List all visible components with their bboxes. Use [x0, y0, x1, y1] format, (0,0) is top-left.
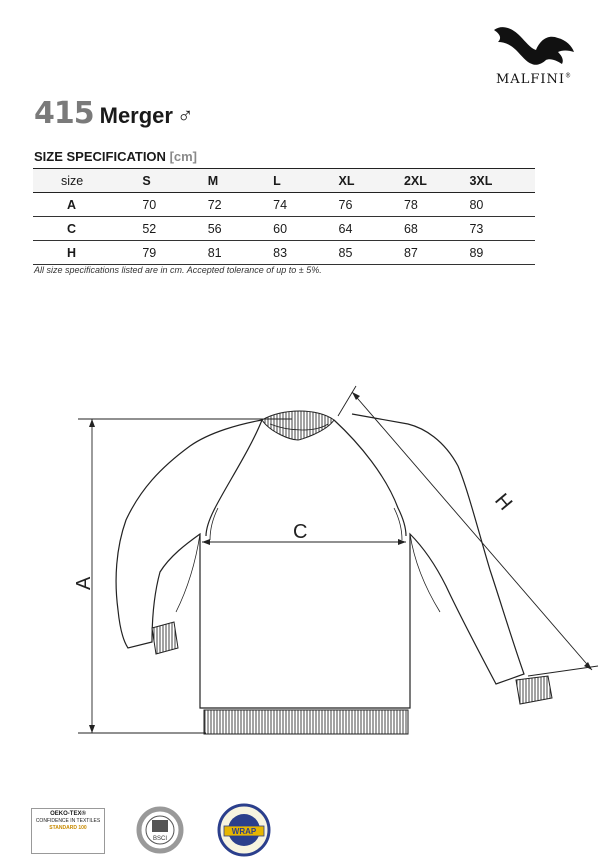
table-cell: 79	[142, 245, 157, 260]
column-header: 3XL	[469, 173, 493, 188]
table-cell: 87	[403, 245, 418, 260]
product-name: Merger	[99, 103, 173, 128]
right-cuff	[516, 676, 552, 704]
oeko-tex-standard: STANDARD 100	[49, 825, 87, 831]
table-cell: 89	[469, 245, 484, 260]
row-label: C	[67, 221, 77, 236]
row-label: H	[67, 245, 77, 260]
waistband-rib	[204, 710, 408, 734]
table-cell: 76	[338, 197, 353, 212]
table-cell: 64	[338, 221, 353, 236]
spec-unit: [cm]	[169, 149, 198, 164]
table-cell: 68	[403, 221, 418, 236]
column-header: XL	[338, 173, 355, 188]
wrap-text: WRAP	[231, 827, 257, 836]
left-cuff	[152, 622, 178, 654]
collar-rib	[262, 411, 334, 440]
table-cell: 52	[142, 221, 157, 236]
table-cell: 72	[207, 197, 222, 212]
oeko-tex-logo	[31, 808, 105, 854]
label-h: H	[490, 489, 517, 515]
column-header: S	[142, 173, 151, 188]
bsci-text: BSCI	[152, 836, 168, 842]
column-header: M	[207, 173, 219, 188]
label-c: C	[293, 521, 308, 543]
table-cell: 80	[469, 197, 484, 212]
table-cell: 60	[273, 221, 288, 236]
table-cell: 81	[207, 245, 222, 260]
table-cell: 73	[469, 221, 484, 236]
male-icon: ♂	[176, 103, 194, 128]
table-cell: 78	[403, 197, 418, 212]
arrow-h-top	[352, 392, 360, 400]
table-cell: 85	[338, 245, 353, 260]
arrow-a-top	[89, 419, 95, 427]
bsci-mark	[152, 820, 168, 832]
arrow-h-bottom	[584, 662, 592, 670]
column-header: size	[61, 173, 84, 188]
measure-h	[338, 386, 598, 676]
arrow-a-bottom	[89, 725, 95, 733]
spec-title: SIZE SPECIFICATION [cm]	[34, 149, 198, 164]
table-cell: 83	[273, 245, 288, 260]
tolerance-note: All size specifications listed are in cm. Accepted tolerance of up to ± 5%.	[34, 265, 322, 275]
oeko-tex-sub: CONFIDENCE IN TEXTILES	[35, 818, 101, 824]
label-a: A	[73, 576, 95, 590]
sweatshirt-outline	[116, 414, 524, 708]
arrow-c-left	[202, 539, 210, 545]
bsci-logo	[132, 806, 192, 856]
wrap-logo	[216, 802, 276, 858]
brand-name: MALFINI®	[496, 72, 572, 87]
table-cell: 56	[207, 221, 222, 236]
measure-a	[78, 419, 292, 733]
oeko-tex-name: OEKO-TEX®	[50, 811, 86, 817]
table-cell: 74	[273, 197, 288, 212]
product-code: 415	[34, 96, 94, 131]
column-header: L	[273, 173, 281, 188]
row-label: A	[67, 197, 77, 212]
column-header: 2XL	[403, 173, 427, 188]
table-cell: 70	[142, 197, 157, 212]
